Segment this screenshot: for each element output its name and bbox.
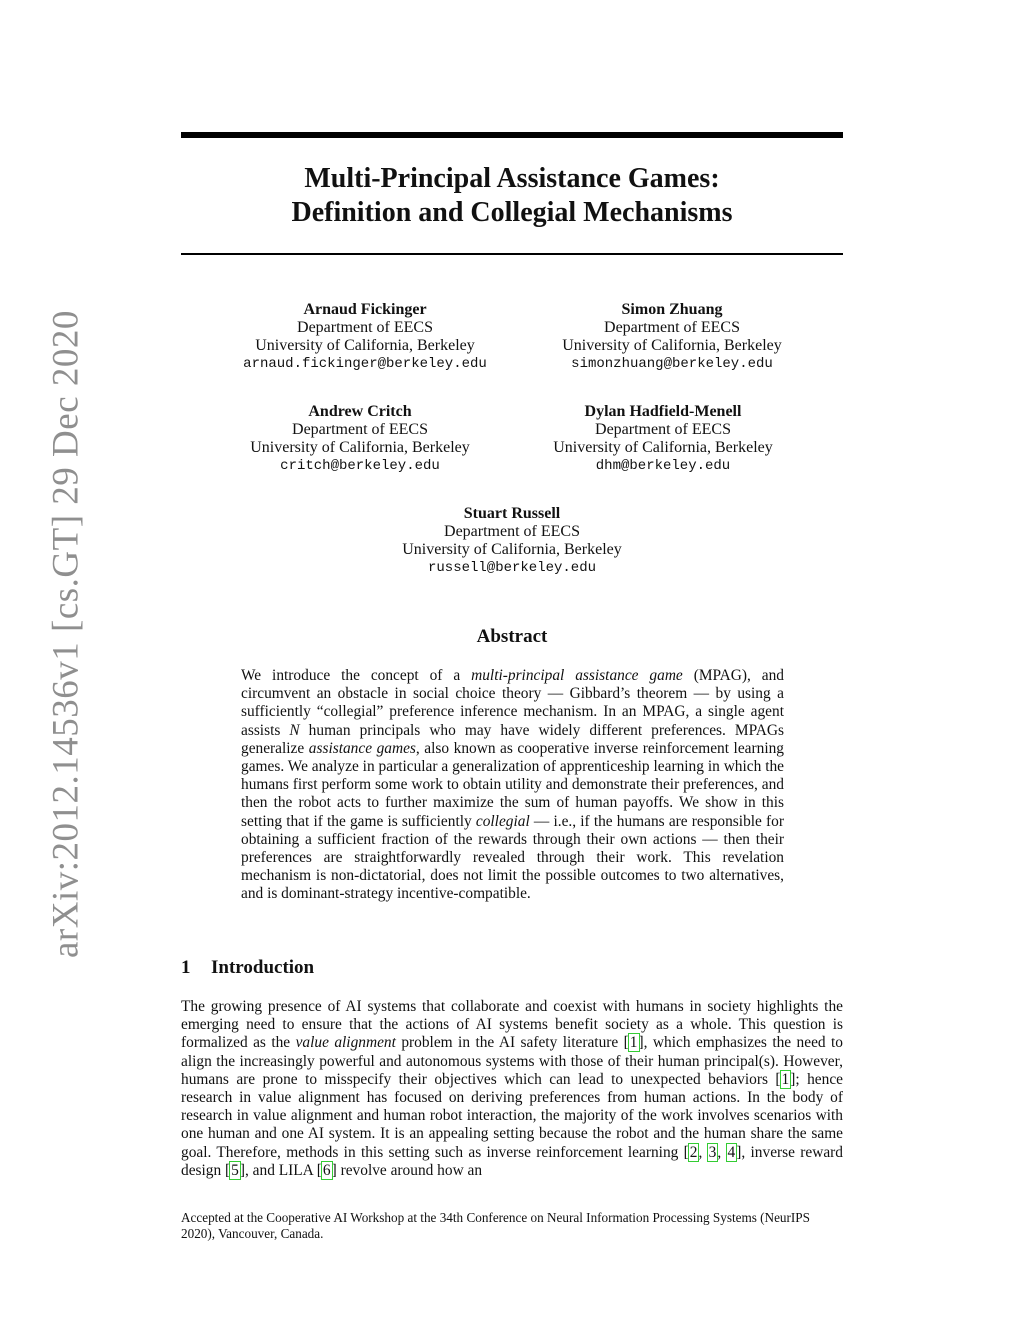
citation-link[interactable]: 1	[781, 1070, 790, 1088]
author-block	[362, 505, 662, 577]
intro-text-part: ], and LILA [	[239, 1161, 322, 1179]
author-block	[210, 403, 510, 475]
abstract-emphasis: collegial	[475, 812, 530, 830]
intro-emphasis: value alignment	[295, 1034, 396, 1052]
author-university: University of California, Berkeley	[255, 337, 475, 354]
introduction-text	[181, 998, 843, 1180]
citation-link[interactable]: 6	[322, 1161, 331, 1179]
author-department: Department of EECS	[297, 319, 433, 336]
author-name: Simon Zhuang	[621, 301, 723, 318]
author-email[interactable]: critch@berkeley.edu	[280, 458, 440, 474]
intro-text-part: ]; hence research in value alignment has focused on deriving preferences from human actions. In the body of research in value alignment and human robot interaction, the majority of the work involves scenarios with one human and one AI system. It is an appealing setting because the robot and the human share the same goal. Therefore, methods in this setting such as inverse reinforcement learning [	[181, 1070, 843, 1161]
author-university: University of California, Berkeley	[250, 439, 470, 456]
author-email[interactable]: russell@berkeley.edu	[427, 560, 597, 576]
title-line-1: Multi-Principal Assistance Games:	[304, 163, 720, 194]
abstract-text-part: human principals who may have widely different preferences. MPAGs generalize	[241, 721, 784, 757]
author-email[interactable]: dhm@berkeley.edu	[595, 458, 731, 474]
author-university: University of California, Berkeley	[553, 439, 773, 456]
abstract-emphasis: multi-principal assistance game	[471, 667, 683, 684]
section-title-text: Introduction	[211, 957, 315, 978]
abstract-text-part: (MPAG), and circumvent an obstacle in social choice theory — Gibbard’s theorem — by using a sufficiently “collegial” preference inference mechanism. In an MPAG, a single agent assists	[241, 667, 784, 739]
title-rule-top	[181, 132, 843, 138]
citation-link[interactable]: 1	[629, 1034, 638, 1052]
title-rule-bottom	[181, 253, 843, 255]
author-department: Department of EECS	[595, 421, 731, 438]
section-number: 1	[181, 957, 191, 978]
author-university: University of California, Berkeley	[562, 337, 782, 354]
intro-text-part: ,	[717, 1143, 727, 1161]
intro-text-part: ] revolve around how an	[331, 1161, 483, 1179]
abstract-text-part: — i.e., if the humans are responsible for obtaining a sufficient fraction of the rewards through their own actions — then their preferences are straightforwardly revealed through their work. This revelation mechanism is non-dictatorial, does not limit the possible outcomes to two alternatives, and is dominant-strategy incentive-compatible.	[241, 812, 784, 903]
author-name: Stuart Russell	[463, 505, 561, 522]
intro-text-part: ], which emphasizes the need to align the increasingly powerful and autonomous systems with those of their human principal(s). However, humans are prone to misspecify their objectives which can lead to unexpected behaviors [	[181, 1034, 844, 1088]
citation-link[interactable]: 3	[708, 1143, 717, 1161]
abstract-text-part: We introduce the concept of a	[241, 667, 472, 684]
abstract-text	[241, 667, 784, 904]
author-block	[215, 301, 515, 373]
intro-text-part: The growing presence of AI systems that collaborate and coexist with humans in society highlights the emerging need to ensure that the actions of AI systems benefit society as a whole. This question is formalized as the	[181, 998, 843, 1052]
abstract-heading: Abstract	[476, 626, 548, 647]
abstract-emphasis: assistance games	[308, 739, 416, 757]
intro-text-part: ], inverse reward design [	[181, 1143, 844, 1179]
paper-title	[181, 162, 843, 230]
author-department: Department of EECS	[292, 421, 428, 438]
citation-link[interactable]: 4	[727, 1143, 736, 1161]
author-name: Andrew Critch	[308, 403, 412, 420]
citation-link[interactable]: 5	[231, 1161, 239, 1179]
arxiv-identifier-stamp: arXiv:2012.14536v1 [cs.GT] 29 Dec 2020	[45, 310, 87, 958]
author-department: Department of EECS	[444, 523, 580, 540]
author-block	[513, 403, 813, 475]
author-email[interactable]: simonzhuang@berkeley.edu	[571, 356, 773, 372]
author-email[interactable]: arnaud.fickinger@berkeley.edu	[243, 356, 487, 372]
author-department: Department of EECS	[604, 319, 740, 336]
author-university: University of California, Berkeley	[402, 541, 622, 558]
title-line-2: Definition and Collegial Mechanisms	[291, 197, 733, 228]
author-name: Arnaud Fickinger	[303, 301, 427, 318]
section-heading	[181, 957, 314, 979]
intro-text-part: ,	[698, 1143, 708, 1161]
author-block	[522, 301, 822, 373]
author-name: Dylan Hadfield-Menell	[584, 403, 742, 420]
footnote: Accepted at the Cooperative AI Workshop at the 34th Conference on Neural Information Processing Systems (NeurIPS 2020), Vancouver, Canada.	[181, 1210, 810, 1241]
intro-text-part: problem in the AI safety literature [	[395, 1034, 629, 1052]
citation-link[interactable]: 2	[689, 1143, 698, 1161]
abstract-math-symbol: N	[289, 721, 300, 739]
abstract-text-part: , also known as cooperative inverse reinforcement learning games. We analyze in particular a generalization of apprenticeship learning in which the humans first perform some work to obtain utility and demonstrate their preferences, and then the robot acts to further maximize the sum of human payoffs. We show in this setting that if the game is sufficiently	[241, 739, 784, 830]
